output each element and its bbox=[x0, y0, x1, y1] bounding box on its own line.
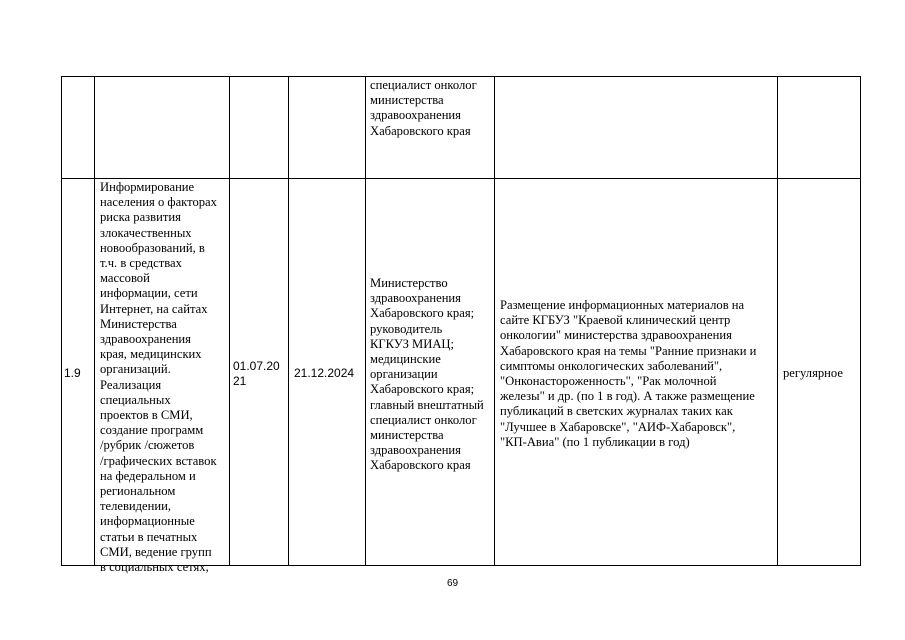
column-divider bbox=[94, 76, 95, 566]
column-divider bbox=[365, 76, 366, 566]
column-divider bbox=[860, 76, 861, 566]
activity-cell: Информирование населения о факторах риска развития злокачественных новообразований, в т.ч. в средствах массовой информации, сети Интернет, на сайтах Министерства здравоохранения края, медицинских организаций. Реализация специальных проектов в СМИ, создание программ /рубрик /сюжетов /графических вставок на федеральном и региональном телевидении, информационные статьи в печатных СМИ, ведение групп в социальных сетях, bbox=[100, 180, 217, 575]
responsible-cell: Министерство здравоохранения Хабаровского края; руководитель КГКУЗ МИАЦ; медицинские организации Хабаровского края; главный внештатный специалист онколог министерства здравоохранения Хабаровского края bbox=[370, 276, 484, 473]
table-border-top bbox=[61, 76, 861, 77]
column-divider bbox=[777, 76, 778, 566]
column-divider bbox=[288, 76, 289, 566]
column-divider bbox=[494, 76, 495, 566]
start-date-cell: 01.07.20 21 bbox=[233, 359, 280, 389]
page-number: 69 bbox=[446, 578, 459, 589]
row-divider bbox=[61, 178, 861, 179]
row-number-cell: 1.9 bbox=[64, 366, 81, 380]
frequency-cell: регулярное bbox=[783, 366, 843, 380]
column-divider bbox=[229, 76, 230, 566]
column-divider bbox=[61, 76, 62, 566]
responsible-cell: специалист онколог министерства здравоохранения Хабаровского края bbox=[370, 78, 477, 138]
end-date-cell: 21.12.2024 bbox=[294, 366, 355, 380]
result-cell: Размещение информационных материалов на сайте КГБУЗ "Краевой клинический центр онкологии" министерства здравоохранения Хабаровского края на темы "Ранние признаки и симптомы онкологических заболеваний", "Онконастороженность", "Рак молочной железы" и др. (по 1 в год). А также размещение публикаций в светских журналах таких как "Лучшее в Хабаровске", "АИФ-Хабаровск", "КП-Авиа" (по 1 публикации в год) bbox=[500, 298, 757, 449]
